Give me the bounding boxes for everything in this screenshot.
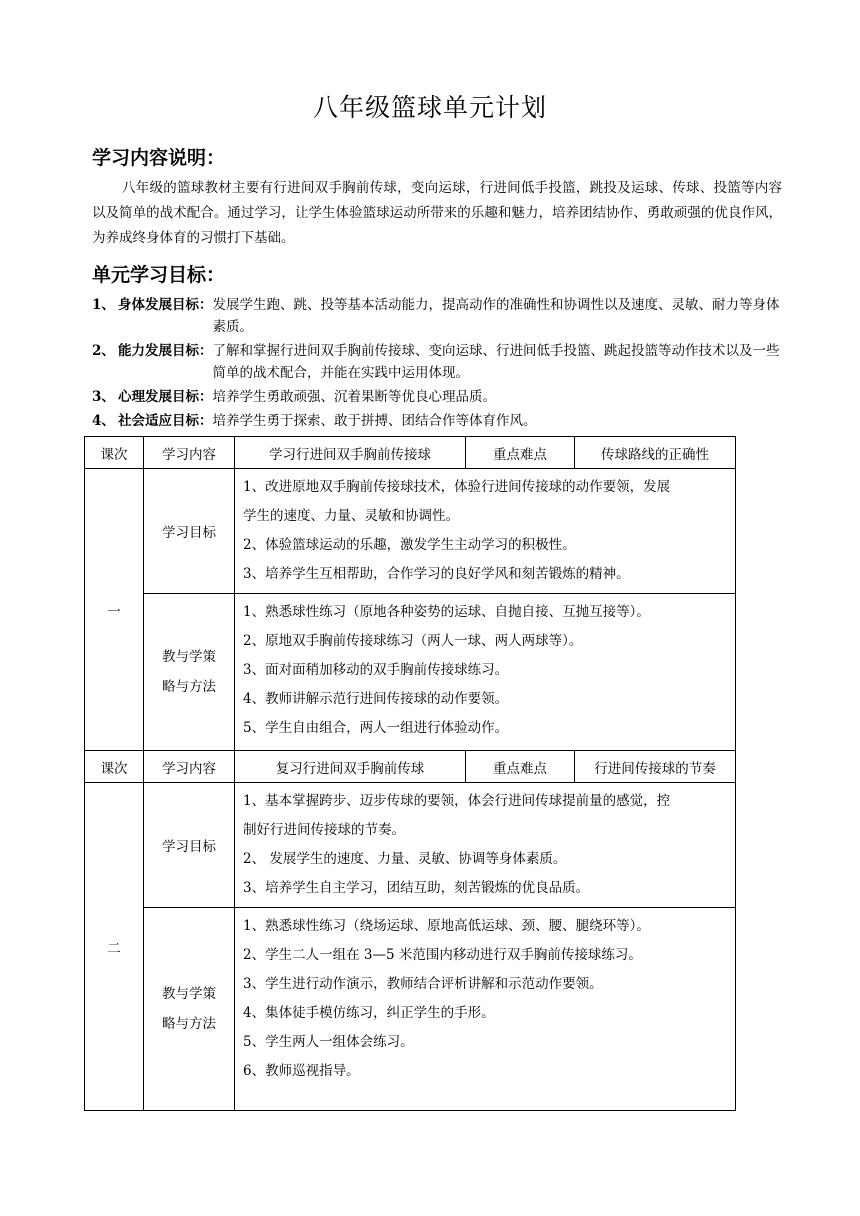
goal-item	[92, 386, 782, 408]
content-label-cell: 学习内容	[144, 751, 235, 783]
method-line: 5、学生自由组合，两人一组进行体验动作。	[243, 720, 509, 736]
objective-line: 1、基本掌握跨步、迈步传球的要领，体会行进间传球提前量的感觉，控	[243, 793, 671, 809]
goals-heading: 单元学习目标：	[92, 264, 226, 286]
method-line: 2、原地双手胸前传接球练习（两人一球、两人两球等）。	[243, 633, 583, 649]
objective-line: 学生的速度、力量、灵敏和协调性。	[243, 508, 459, 524]
method-line: 6、教师巡视指导。	[243, 1063, 360, 1079]
goal-number: 3、	[92, 389, 115, 405]
method-line: 1、熟悉球性练习（绕场运球、原地高低运球、颈、腰、腿绕环等）。	[243, 918, 650, 934]
goal-label: 身体发展目标：	[118, 297, 213, 313]
methods-cell	[235, 908, 736, 1111]
lesson-label-cell: 课次	[85, 751, 144, 783]
focus-label-cell: 重点难点	[466, 751, 575, 783]
methods-cell	[235, 594, 736, 751]
methods-label-line: 教与学策	[162, 649, 216, 665]
method-line: 4、教师讲解示范行进间传接球的动作要领。	[243, 691, 509, 707]
method-line: 1、熟悉球性练习（原地各种姿势的运球、自抛自接、互抛互接等）。	[243, 604, 650, 620]
goal-text: 培养学生勇于探索、敢于拼搏、团结合作等体育作风。	[212, 413, 537, 429]
focus-label-cell: 重点难点	[466, 437, 575, 469]
intro-heading: 学习内容说明：	[92, 147, 226, 169]
methods-label-line: 略与方法	[162, 679, 216, 695]
goal-number: 2、	[92, 343, 115, 359]
intro-paragraph: 八年级的篮球教材主要有行进间双手胸前传球，变向运球，行进间低手投篮，跳投及运球、传球、投篮等内容以及简单的战术配合。通过学习，让学生体验篮球运动所带来的乐趣和魅力，培养团结协作、勇敢顽强的优良作风，为养成终身体育的习惯打下基础。	[92, 180, 782, 246]
goals-list	[92, 294, 782, 434]
goal-item	[92, 340, 782, 384]
method-line: 4、集体徒手模仿练习，纠正学生的手形。	[243, 1005, 495, 1021]
methods-label-cell	[144, 594, 235, 751]
page-title: 八年级篮球单元计划	[312, 93, 547, 122]
method-line: 3、面对面稍加移动的双手胸前传接球练习。	[243, 662, 509, 678]
methods-label-cell	[144, 908, 235, 1111]
lesson-header-row	[85, 437, 736, 469]
goal-text: 培养学生勇敢顽强、沉着果断等优良心理品质。	[212, 389, 496, 405]
objectives-row	[85, 783, 736, 908]
objective-line: 2、体验篮球运动的乐趣，激发学生主动学习的积极性。	[243, 537, 576, 553]
lesson-plan-table	[84, 436, 736, 1111]
goal-number: 1、	[92, 297, 115, 313]
content-label-cell: 学习内容	[144, 437, 235, 469]
method-line: 2、学生二人一组在 3—5 米范围内移动进行双手胸前传接球练习。	[243, 947, 642, 963]
objectives-row	[85, 469, 736, 594]
objectives-label-cell: 学习目标	[144, 783, 235, 908]
objectives-label-cell: 学习目标	[144, 469, 235, 594]
goal-label: 能力发展目标：	[118, 343, 213, 359]
goal-label: 社会适应目标：	[118, 413, 213, 429]
lesson-number-cell: 二	[85, 783, 144, 1111]
method-line: 5、学生两人一组体会练习。	[243, 1034, 414, 1050]
methods-label-line: 略与方法	[162, 1016, 216, 1032]
lesson-header-row	[85, 751, 736, 783]
lesson-number-cell: 一	[85, 469, 144, 751]
objectives-cell	[235, 469, 736, 594]
objectives-cell	[235, 783, 736, 908]
objective-line: 3、培养学生自主学习，团结互助，刻苦锻炼的优良品质。	[243, 880, 590, 896]
goal-text: 发展学生跑、跳、投等基本活动能力，提高动作的准确性和协调性以及速度、灵敏、耐力等身体素质。	[212, 297, 780, 335]
objective-line: 1、改进原地双手胸前传接球技术，体验行进间传接球的动作要领，发展	[243, 479, 671, 495]
content-cell: 复习行进间双手胸前传球	[235, 751, 466, 783]
goal-text: 了解和掌握行进间双手胸前传接球、变向运球、行进间低手投篮、跳起投篮等动作技术以及一些简单的战术配合，并能在实践中运用体现。	[212, 343, 780, 381]
objective-line: 2、 发展学生的速度、力量、灵敏、协调等身体素质。	[243, 851, 567, 867]
content-cell: 学习行进间双手胸前传接球	[235, 437, 466, 469]
focus-cell: 行进间传接球的节奏	[575, 751, 736, 783]
focus-cell: 传球路线的正确性	[575, 437, 736, 469]
objective-line: 3、培养学生互相帮助，合作学习的良好学风和刻苦锻炼的精神。	[243, 566, 630, 582]
methods-row	[85, 594, 736, 751]
goal-item	[92, 294, 782, 338]
goal-label: 心理发展目标：	[118, 389, 213, 405]
goal-item	[92, 410, 782, 432]
goal-number: 4、	[92, 413, 115, 429]
methods-label-line: 教与学策	[162, 986, 216, 1002]
objective-line: 制好行进间传接球的节奏。	[243, 822, 405, 838]
lesson-label-cell: 课次	[85, 437, 144, 469]
method-line: 3、学生进行动作演示，教师结合评析讲解和示范动作要领。	[243, 976, 603, 992]
methods-row	[85, 908, 736, 1111]
